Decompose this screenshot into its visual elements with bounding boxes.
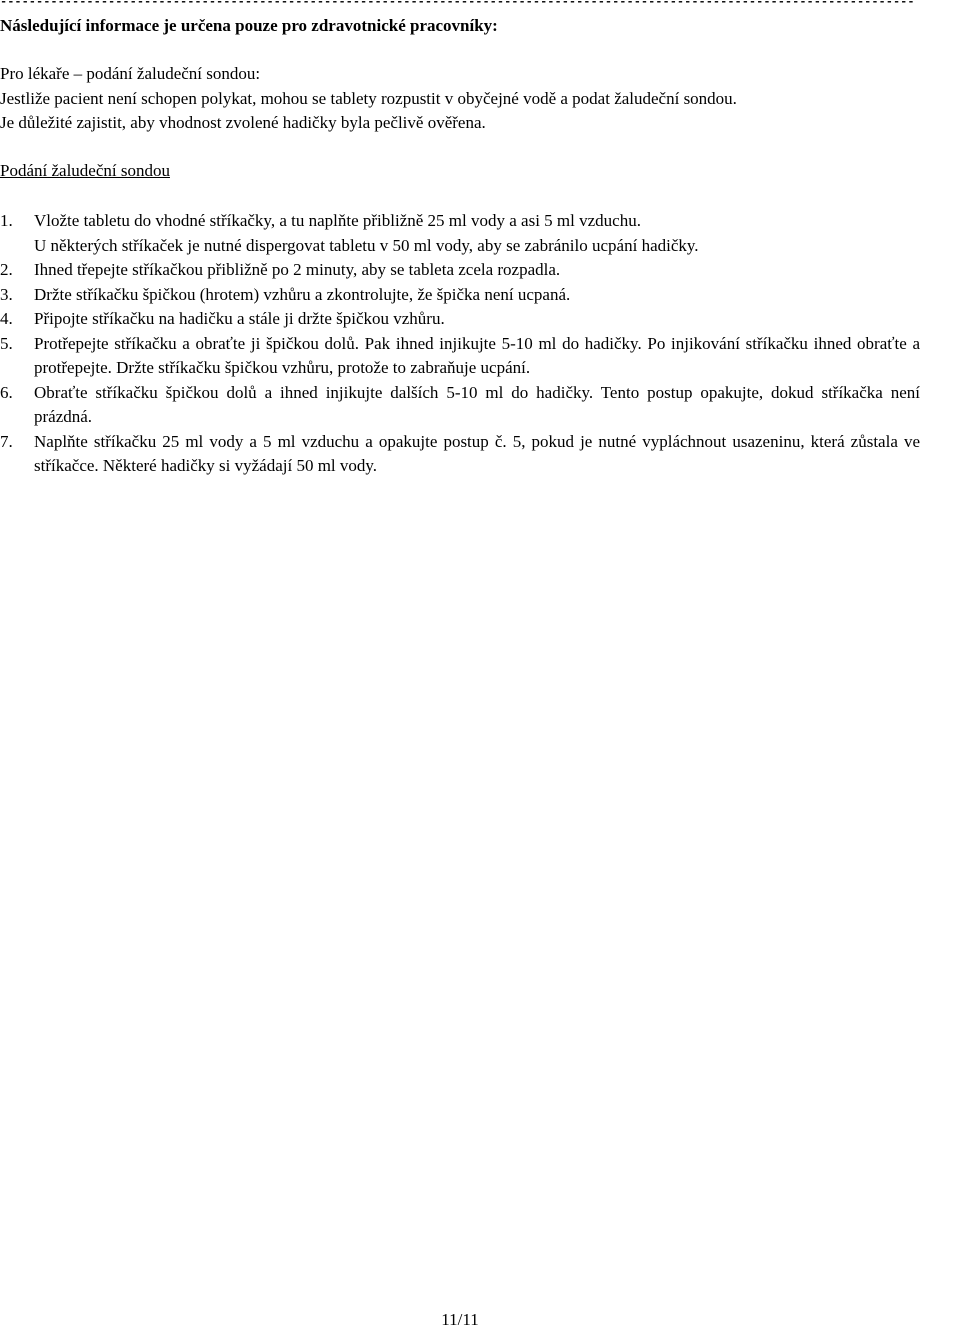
- steps-list: [0, 209, 920, 479]
- intro-line-1: Jestliže pacient není schopen polykat, mohou se tablety rozpustit v obyčejné vodě a podat žaludeční sondou.: [0, 88, 737, 108]
- list-item: [0, 332, 920, 381]
- step-number: 1.: [0, 211, 13, 230]
- step-text: Vložte tabletu do vhodné stříkačky, a tu naplňte přibližně 25 ml vody a asi 5 ml vzduchu.: [34, 211, 641, 230]
- step-text: Ihned třepejte stříkačkou přibližně po 2 minuty, aby se tableta zcela rozpadla.: [34, 260, 561, 279]
- step-number: 3.: [0, 284, 13, 304]
- step-number: 6.: [0, 382, 13, 402]
- step-text: Držte stříkačku špičkou (hrotem) vzhůru a zkontrolujte, že špička není ucpaná.: [34, 284, 571, 304]
- section-title: Podání žaludeční sondou: [0, 160, 170, 180]
- intro-line-2: Je důležité zajistit, aby vhodnost zvolené hadičky byla pečlivě ověřena.: [0, 113, 486, 132]
- step-number: 7.: [0, 431, 13, 451]
- step-text: Naplňte stříkačku 25 ml vody a 5 ml vzduchu a opakujte postup č. 5, pokud je nutné vypláchnout usazeninu, která zůstala ve stříkačce. Některé hadičky si vyžádají 50 ml vody.: [34, 431, 920, 475]
- list-item: [0, 307, 920, 332]
- step-text: Protřepejte stříkačku a obraťte ji špičkou dolů. Pak ihned injikujte 5-10 ml do hadičky. Po injikování stříkačku ihned obraťte a protřepejte. Držte stříkačku špičkou vzhůru, protože to zabraňuje ucpání.: [34, 333, 920, 377]
- step-note: U některých stříkaček je nutné dispergovat tabletu v 50 ml vody, aby se zabránilo ucpání hadičky.: [34, 235, 699, 255]
- document-heading: Následující informace je určena pouze pro zdravotnické pracovníky:: [0, 16, 498, 35]
- list-item: [0, 430, 920, 479]
- list-item: [0, 258, 920, 283]
- separator-line: -------------------------------------------------------------------------------------------------------------------------------: [0, 0, 915, 9]
- list-item: [0, 283, 920, 308]
- list-item: [0, 381, 920, 430]
- step-number: 5.: [0, 333, 13, 353]
- step-text: Obraťte stříkačku špičkou dolů a ihned injikujte dalších 5-10 ml do hadičky. Tento postup opakujte, dokud stříkačka není prázdná.: [34, 382, 920, 426]
- document-body: [0, 14, 920, 479]
- intro-subtitle: Pro lékaře – podání žaludeční sondou:: [0, 64, 261, 83]
- step-text: Připojte stříkačku na hadičku a stále ji držte špičkou vzhůru.: [34, 309, 445, 328]
- step-number: 4.: [0, 309, 13, 328]
- page-number: 11/11: [441, 1310, 479, 1329]
- list-item: [0, 209, 920, 258]
- step-number: 2.: [0, 260, 13, 279]
